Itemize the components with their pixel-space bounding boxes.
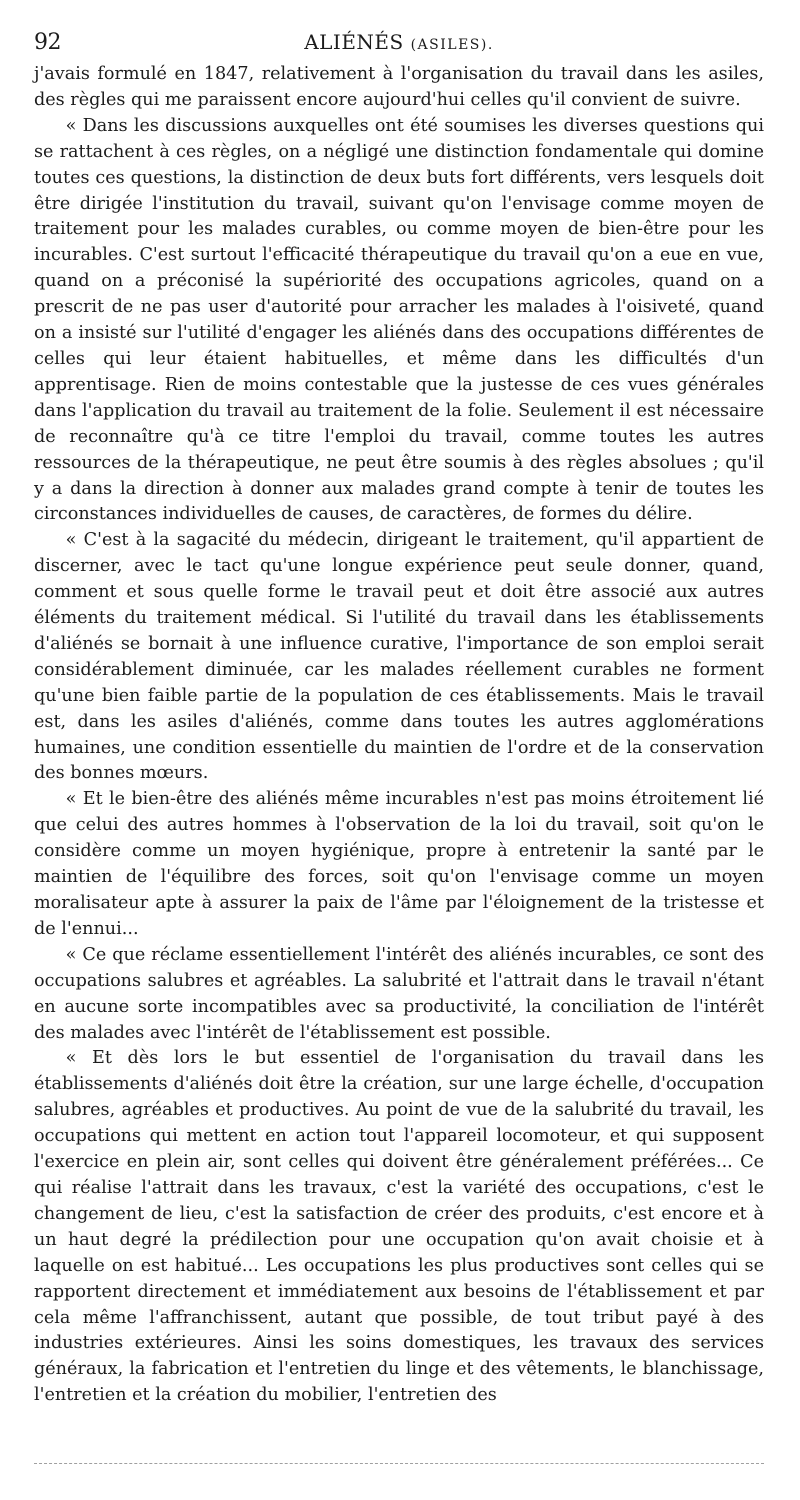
- paragraph: « Et le bien-être des aliénés même incurables n'est pas moins étroitement lié que celui des autres hommes à l'observation de la loi du travail, soit qu'on le considère comme un moyen hygiénique, propre à entretenir la santé par le maintien de l'équilibre des forces, soit qu'on l'envisage comme un moyen moralisateur apte à assurer la paix de l'âme par l'éloignement de la tristesse et de l'ennui...: [34, 789, 764, 939]
- paragraph: « Ce que réclame essentiellement l'intérêt des aliénés incurables, ce sont des occupations salubres et agréables. La salubrité et l'attrait dans le travail n'étant en aucune sorte incompatibles avec sa productivité, la conciliation de l'intérêt des malades avec l'intérêt de l'établissement est possible.: [34, 944, 764, 1043]
- paragraph: « Dans les discussions auxquelles ont été soumises les diverses questions qui se rattachent à ces règles, on a négligé une distinction fondamentale qui domine toutes ces questions, la distinction de deux buts fort différents, vers lesquels doit être dirigée l'institution du travail, suivant qu'on l'envisage comme moyen de traitement pour les malades curables, ou comme moyen de bien-être pour les incurables. C'est surtout l'efficacité thérapeutique du travail qu'on a eue en vue, quand on a préconisé la supériorité des occupations agricoles, quand on a prescrit de ne pas user d'autorité pour arracher les malades à l'oisiveté, quand on a insisté sur l'utilité d'engager les aliénés dans des occupations différentes de celles qui leur étaient habituelles, et même dans les difficultés d'un apprentisage. Rien de moins contestable que la justesse de ces vues générales dans l'application du travail au traitement de la folie. Seulement il est nécessaire de reconnaître qu'à ce titre l'emploi du travail, comme toutes les autres ressources de la thérapeutique, ne peut être soumis à des règles absolues ; qu'il y a dans la direction à donner aux malades grand compte à tenir de toutes les circonstances individuelles de causes, de caractères, de formes du délire.: [34, 115, 764, 525]
- bottom-rule: [34, 1463, 764, 1464]
- running-head-title: ALIÉNÉS: [304, 30, 404, 54]
- page-header: [34, 28, 764, 58]
- body-text: [34, 62, 764, 1409]
- running-head: [34, 30, 764, 54]
- paragraph: « Et dès lors le but essentiel de l'organisation du travail dans les établissements d'aliénés doit être la création, sur une large échelle, d'occupation salubres, agréables et productives. Au point de vue de la salubrité du travail, les occupations qui mettent en action tout l'appareil locomoteur, et qui supposent l'exercice en plein air, sont celles qui doivent être généralement préférées... Ce qui réalise l'attrait dans les travaux, c'est la variété des occupations, c'est le changement de lieu, c'est la satisfaction de créer des produits, c'est encore et à un haut degré la prédilection pour une occupation qu'on avait choisie et à laquelle on est habitué... Les occupations les plus productives sont celles qui se rapportent directement et immédiatement aux besoins de l'établissement et par cela même l'affranchissent, autant que possible, de tout tribut payé à des industries extérieures. Ainsi les soins domestiques, les travaux des services généraux, la fabrication et l'entretien du linge et des vêtements, le blanchissage, l'entretien et la création du mobilier, l'entretien des: [34, 1048, 764, 1406]
- page-number: 92: [34, 30, 61, 55]
- running-head-subtitle: (ASILES).: [410, 37, 494, 53]
- paragraph: j'avais formulé en 1847, relativement à l'organisation du travail dans les asiles, des règles qui me paraissent encore aujourd'hui celles qu'il convient de suivre.: [34, 64, 764, 110]
- paragraph: « C'est à la sagacité du médecin, dirigeant le traitement, qu'il appartient de discerner, avec le tact qu'une longue expérience peut seule donner, quand, comment et sous quelle forme le travail peut et doit être associé aux autres éléments du traitement médical. Si l'utilité du travail dans les établissements d'aliénés se bornait à une influence curative, l'importance de son emploi serait considérablement diminuée, car les malades réellement curables ne forment qu'une bien faible partie de la population de ces établissements. Mais le travail est, dans les asiles d'aliénés, comme dans toutes les autres agglomérations humaines, une condition essentielle du maintien de l'ordre et de la conservation des bonnes mœurs.: [34, 530, 764, 784]
